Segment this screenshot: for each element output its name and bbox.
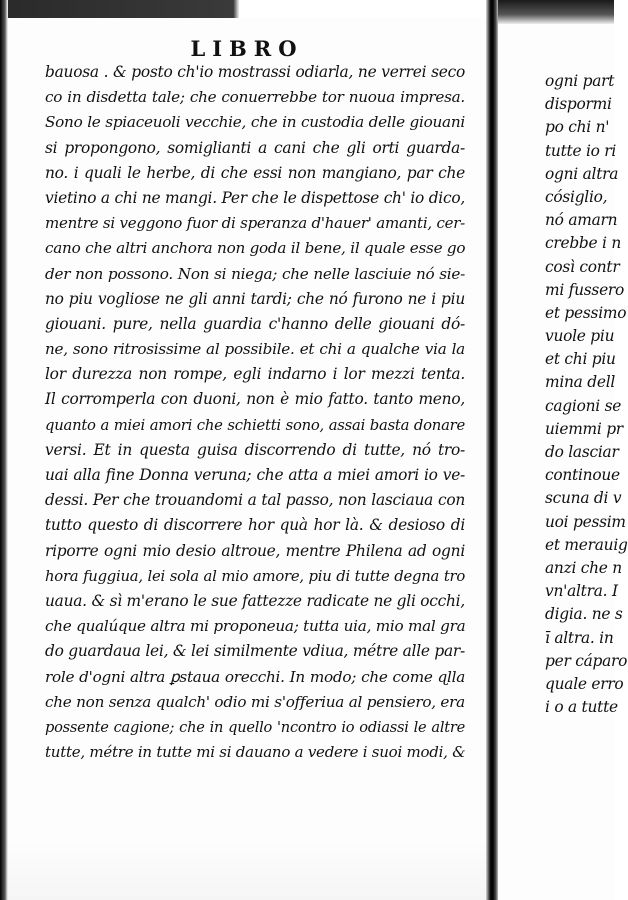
text-line: che non senza qualch' odio mi s'offeriua al pensiero, era (45, 692, 465, 711)
text-line: quanto a miei amori che schietti sono, assai basta donare (45, 416, 465, 434)
text-line: Sono le spiaceuoli vecchie, che in custodia delle giouani (45, 113, 465, 132)
text-line: quale erro (545, 674, 624, 693)
text-line: giouani. pure, nella guardia c'hanno delle giouani dó- (45, 314, 465, 333)
text-line: riporre ogni mio desio altroue, mentre Philena ad ogni (45, 541, 465, 560)
text-line: no. i quali le herbe, di che essi non mangiano, par che (45, 163, 465, 182)
text-line: Il corromperla con duoni, non è mio fatto. tanto meno, (45, 390, 465, 409)
text-line: vn'altra. I (545, 582, 618, 601)
running-head: LIBRO (190, 36, 304, 61)
text-line: i o a tutte (545, 698, 618, 717)
text-line: no piu vogliose ne gli anni tardi; che nó furono ne i piu (45, 289, 465, 308)
text-line: così contr (545, 257, 620, 276)
text-line: cano che altri anchora non goda il bene, il quale esse go (45, 239, 466, 258)
text-line: vietino a chi ne mangi. Per che le dispettose ch' io dico, (45, 188, 465, 207)
text-line: ī altra. in (545, 628, 614, 647)
book-gutter (486, 0, 498, 900)
text-line: bauosa . & posto ch'io mostrassi odiarla, ne verrei seco (45, 63, 465, 81)
text-line: hora fuggiua, lei sola al mio amore, piu di tutte degna tro (45, 567, 465, 585)
text-line: lor durezza non rompe, egli indarno i lor mezzi tenta. (45, 365, 465, 384)
text-line: ne, sono ritrosissime al possibile. et chi a qualche via la (45, 340, 465, 359)
text-line: et merauig (545, 535, 628, 554)
text-line: nó amarn (545, 211, 618, 230)
text-line: der non possono. Non si niega; che nelle lasciuie nó sie- (45, 264, 465, 283)
text-line: role d'ogni altra ꝑstaua orecchi. In modo; che come ɋlla (45, 667, 465, 686)
text-line: uaua. & sì m'erano le sue fattezze radicate ne gli occhi, (45, 591, 465, 610)
text-line: scuna di v (545, 489, 622, 508)
text-line: uai alla fine Donna veruna; che atta a miei amori io ve- (45, 466, 465, 484)
right-page-text (545, 70, 628, 719)
text-line: uoi pessim (545, 512, 626, 531)
text-line: ogni altra (545, 164, 619, 183)
text-line: crebbe i n (545, 234, 622, 253)
text-line: mentre si veggono fuor di speranza d'hauer' amanti, cer- (45, 214, 465, 233)
text-line: mi fussero (545, 280, 625, 299)
text-line: cagioni se (545, 396, 622, 415)
text-line: et chi piu (545, 350, 616, 369)
text-line: che qualúque altra mi proponeua; tutta uia, mio mal gra (45, 617, 466, 636)
text-line: si propongono, somiglianti a cani che gli orti guarda- (45, 138, 465, 157)
text-line: dispormi (545, 95, 612, 114)
text-line: digia. ne s (545, 605, 623, 624)
text-line: et pessimo (545, 303, 627, 322)
text-line: cósiglio, (545, 187, 608, 206)
text-line: tutto questo di discorrere hor quà hor là. & desioso di (45, 516, 465, 535)
page-bottom-shade (8, 840, 486, 900)
left-page-text (45, 60, 465, 765)
scan-left-shadow (0, 0, 8, 900)
text-line: dessi. Per che trouandomi a tal passo, non lasciaua con (45, 491, 465, 510)
text-line: mina dell (545, 373, 616, 392)
scan-right-top-shade (498, 0, 614, 24)
text-line: versi. Et in questa guisa discorrendo di tutte, nó tro- (45, 440, 465, 459)
text-line: ogni part (545, 72, 615, 90)
text-line: tutte, métre in tutte mi si dauano a vedere i suoi modi, & (45, 743, 466, 762)
text-line: per cáparo (545, 651, 628, 670)
text-line: do guardaua lei, & lei similmente vdiua, métre alle par- (45, 642, 465, 661)
text-line: continoue (545, 466, 620, 485)
text-line: uiemmi pr (545, 419, 623, 438)
text-line: po chi n' (545, 118, 610, 137)
text-line: do lasciar (545, 443, 619, 461)
text-line: possente cagione; che in quello 'ncontro io odiassi le altre (45, 718, 465, 736)
text-line: tutte io ri (545, 141, 617, 160)
text-line: vuole piu (545, 327, 615, 346)
text-line: anzi che n (545, 558, 622, 577)
text-line: co in disdetta tale; che conuerrebbe tor nuoua impresa. (45, 88, 465, 107)
